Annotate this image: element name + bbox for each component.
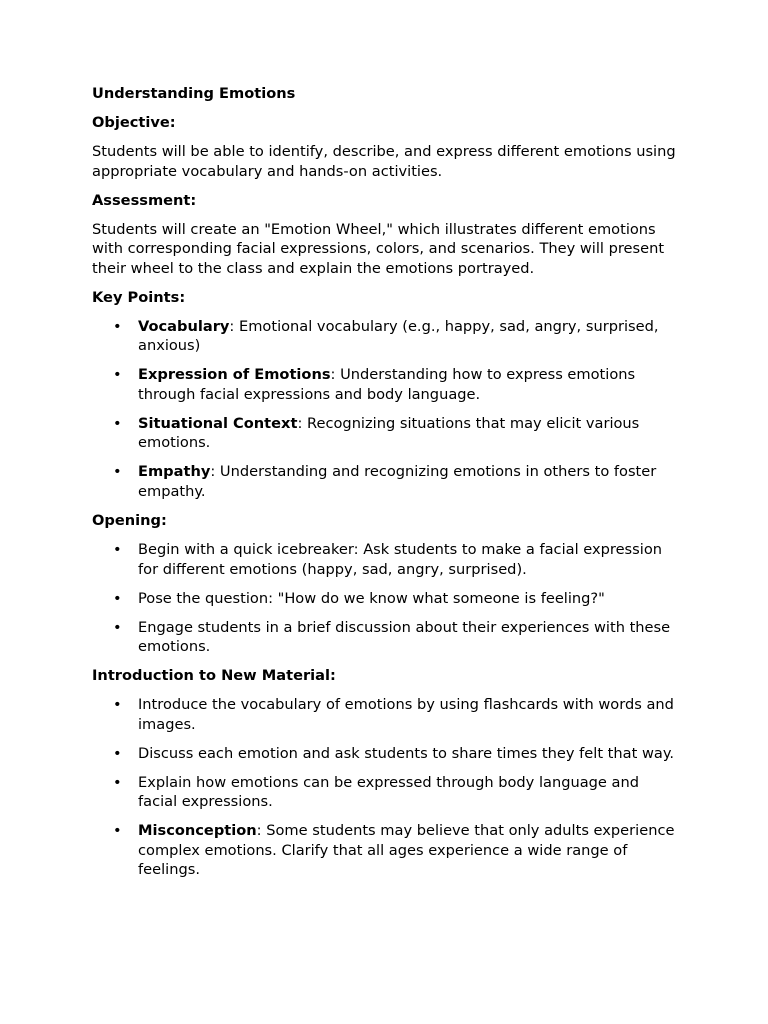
opening-item-text: Pose the question: "How do we know what someone is feeling?": [138, 589, 605, 607]
objective-text: Students will be able to identify, describe, and express different emotions using appropriate vocabulary and hands-on activities.: [92, 142, 676, 180]
bullet-icon: •: [113, 773, 122, 791]
list-item: [92, 462, 682, 501]
list-item: [92, 744, 682, 764]
list-item: [92, 589, 682, 609]
list-item: [92, 695, 682, 734]
lesson-plan-document: [92, 84, 682, 889]
introduction-item-text: Discuss each emotion and ask students to share times they felt that way.: [138, 744, 675, 762]
list-item: [92, 365, 682, 404]
bullet-icon: •: [113, 696, 122, 714]
key-points-list: [92, 317, 682, 502]
list-item: [92, 618, 682, 657]
key-point-text: : Recognizing situations that may elicit various emotions.: [138, 414, 640, 452]
bullet-icon: •: [113, 317, 122, 335]
document-title: Understanding Emotions: [92, 85, 296, 102]
list-item: [92, 773, 682, 812]
introduction-item-text: : Some students may believe that only adults experience complex emotions. Clarify that all ages experience a wide range of feelings.: [138, 822, 675, 879]
introduction-item-text: Introduce the vocabulary of emotions by using flashcards with words and images.: [138, 696, 674, 733]
bullet-icon: •: [113, 618, 122, 636]
opening-item-text: Begin with a quick icebreaker: Ask students to make a facial expression for different emotions (happy, sad, angry, surprised).: [138, 540, 662, 578]
bullet-icon: •: [113, 366, 122, 384]
key-point-text: : Emotional vocabulary (e.g., happy, sad, angry, surprised, anxious): [138, 317, 659, 355]
list-item: [92, 821, 682, 880]
bullet-icon: •: [113, 540, 122, 558]
introduction-list: [92, 695, 682, 880]
assessment-heading: Assessment:: [92, 191, 197, 209]
key-point-term: Vocabulary: [138, 317, 230, 335]
list-item: [92, 414, 682, 453]
bullet-icon: •: [113, 414, 122, 432]
key-point-text: : Understanding how to express emotions through facial expressions and body language.: [138, 366, 636, 403]
introduction-item-text: Explain how emotions can be expressed through body language and facial expressions.: [138, 773, 639, 811]
key-points-heading: Key Points:: [92, 288, 186, 306]
bullet-icon: •: [113, 463, 122, 481]
list-item: [92, 317, 682, 356]
bullet-icon: •: [113, 744, 122, 762]
assessment-text: Students will create an "Emotion Wheel," which illustrates different emotions with corresponding facial expressions, colors, and scenarios. They will present their wheel to the class and explain the emotions portrayed.: [92, 220, 665, 277]
bullet-icon: •: [113, 822, 122, 840]
introduction-heading: Introduction to New Material:: [92, 667, 336, 685]
key-point-term: Situational Context: [138, 414, 298, 432]
misconception-term: Misconception: [138, 822, 257, 840]
key-point-term: Empathy: [138, 463, 211, 481]
objective-heading: Objective:: [92, 113, 176, 131]
bullet-icon: •: [113, 589, 122, 607]
opening-heading: Opening:: [92, 512, 167, 529]
key-point-text: : Understanding and recognizing emotions in others to foster empathy.: [138, 463, 657, 501]
opening-item-text: Engage students in a brief discussion about their experiences with these emotions.: [138, 618, 671, 656]
list-item: [92, 540, 682, 579]
opening-list: [92, 540, 682, 657]
key-point-term: Expression of Emotions: [138, 366, 331, 384]
